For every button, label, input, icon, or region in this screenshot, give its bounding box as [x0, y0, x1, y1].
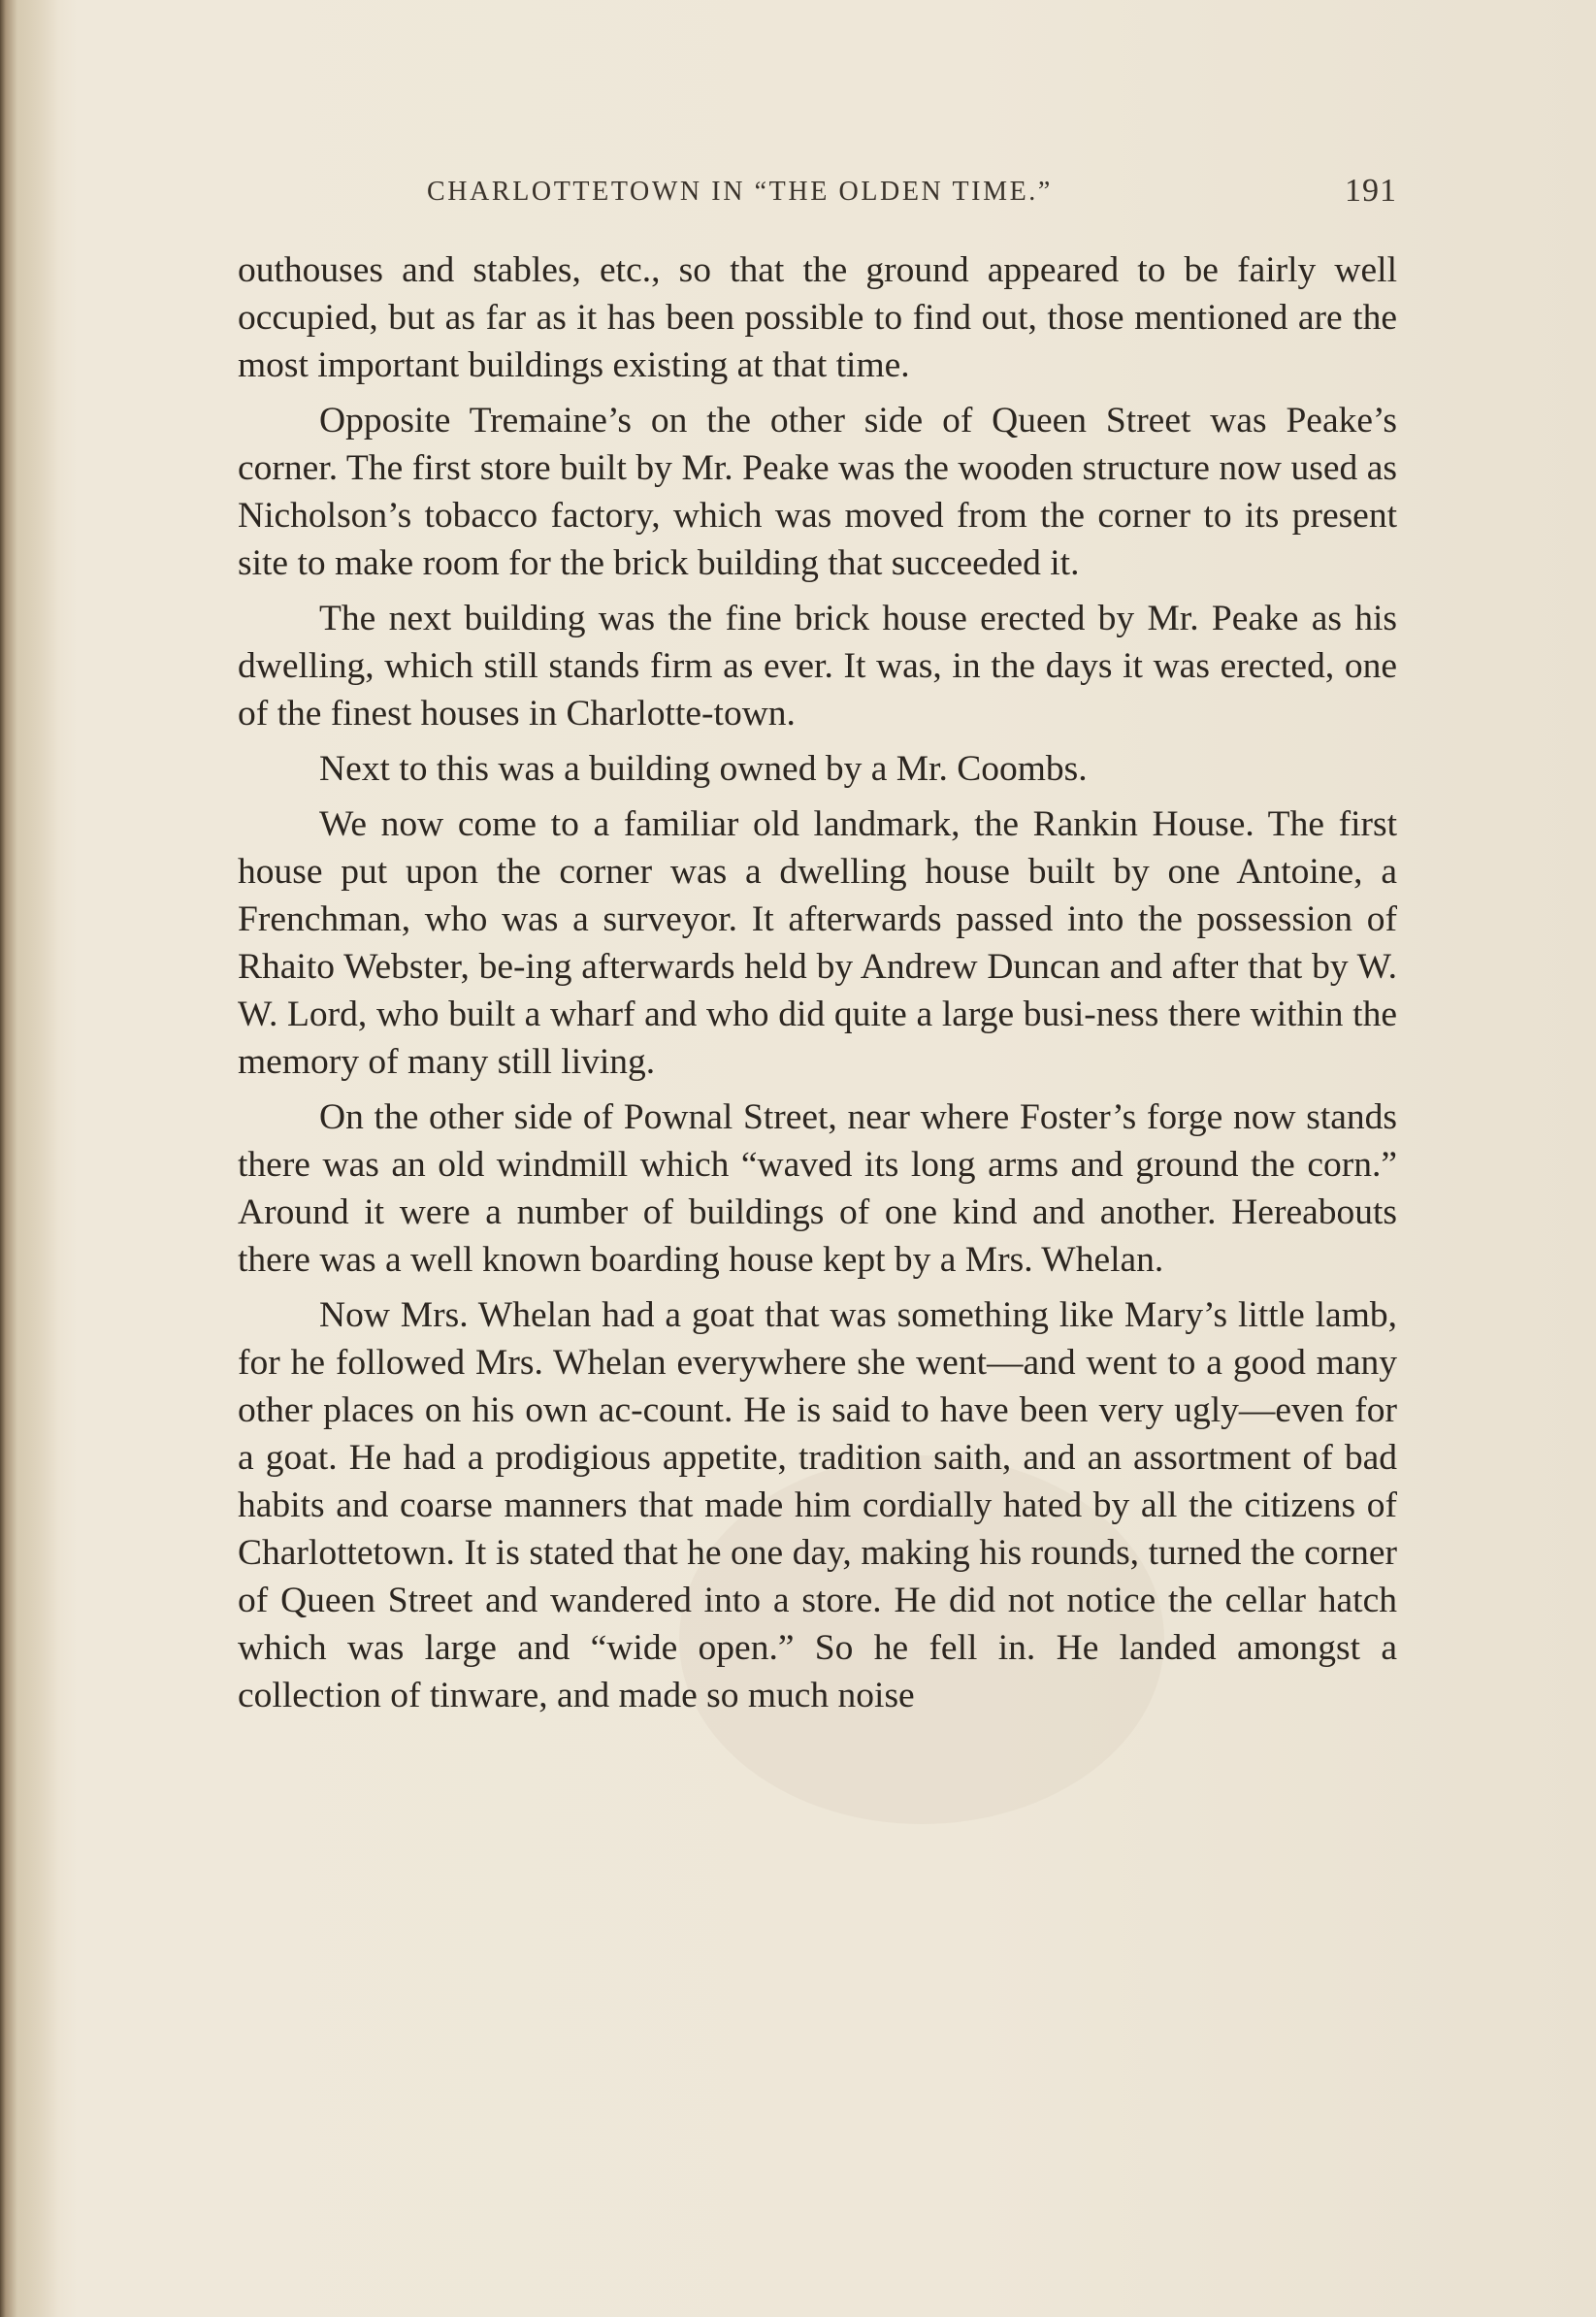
paragraph: The next building was the fine brick house erected by Mr. Peake as his dwelling, which still stands firm as ever. It was, in the days it was erected, one of the finest houses in Charlotte-town. [238, 599, 1397, 734]
paragraph: We now come to a familiar old landmark, the Rankin House. The first house put upon the corner was a dwelling house built by one Antoine, a Frenchman, who was a surveyor. It afterwards passed into the possession of Rhaito Webster, be-ing afterwards held by Andrew Duncan and after that by W. W. Lord, who built a wharf and who did quite a large busi-ness there within the memory of many still living. [238, 804, 1397, 1082]
page-number: 191 [1345, 173, 1397, 209]
paragraph: On the other side of Pownal Street, near where Foster’s forge now stands there was an old windmill which “waved its long arms and ground the corn.” Around it were a number of buildings of one kind and another. Hereabouts there was a well known boarding house kept by a Mrs. Whelan. [238, 1097, 1397, 1280]
paragraph: Opposite Tremaine’s on the other side of Queen Street was Peake’s corner. The first store built by Mr. Peake was the wooden structure now used as Nicholson’s tobacco factory, which was moved from the corner to its present site to make room for the brick building that succeeded it. [238, 401, 1397, 583]
page-binding-edge [0, 0, 58, 2317]
running-title: CHARLOTTETOWN IN “THE OLDEN TIME.” [427, 177, 1053, 207]
paragraph: Next to this was a building owned by a Mr. Coombs. [319, 749, 1088, 789]
page-header [238, 173, 1397, 221]
paragraph: outhouses and stables, etc., so that the ground appeared to be fairly well occupied, but as far as it has been possible to find out, those mentioned are the most important buildings existing at that time. [238, 250, 1397, 385]
body-text [238, 246, 1397, 1727]
paragraph: Now Mrs. Whelan had a goat that was something like Mary’s little lamb, for he followed Mrs. Whelan everywhere she went—and went to a good many other places on his own ac-count. He is said to have been very ugly—even for a goat. He had a prodigious appetite, tradition saith, and an assortment of bad habits and coarse manners that made him cordially hated by all the citizens of Charlottetown. It is stated that he one day, making his rounds, turned the corner of Queen Street and wandered into a store. He did not notice the cellar hatch which was large and “wide open.” So he fell in. He landed amongst a collection of tinware, and made so much noise [238, 1295, 1397, 1715]
